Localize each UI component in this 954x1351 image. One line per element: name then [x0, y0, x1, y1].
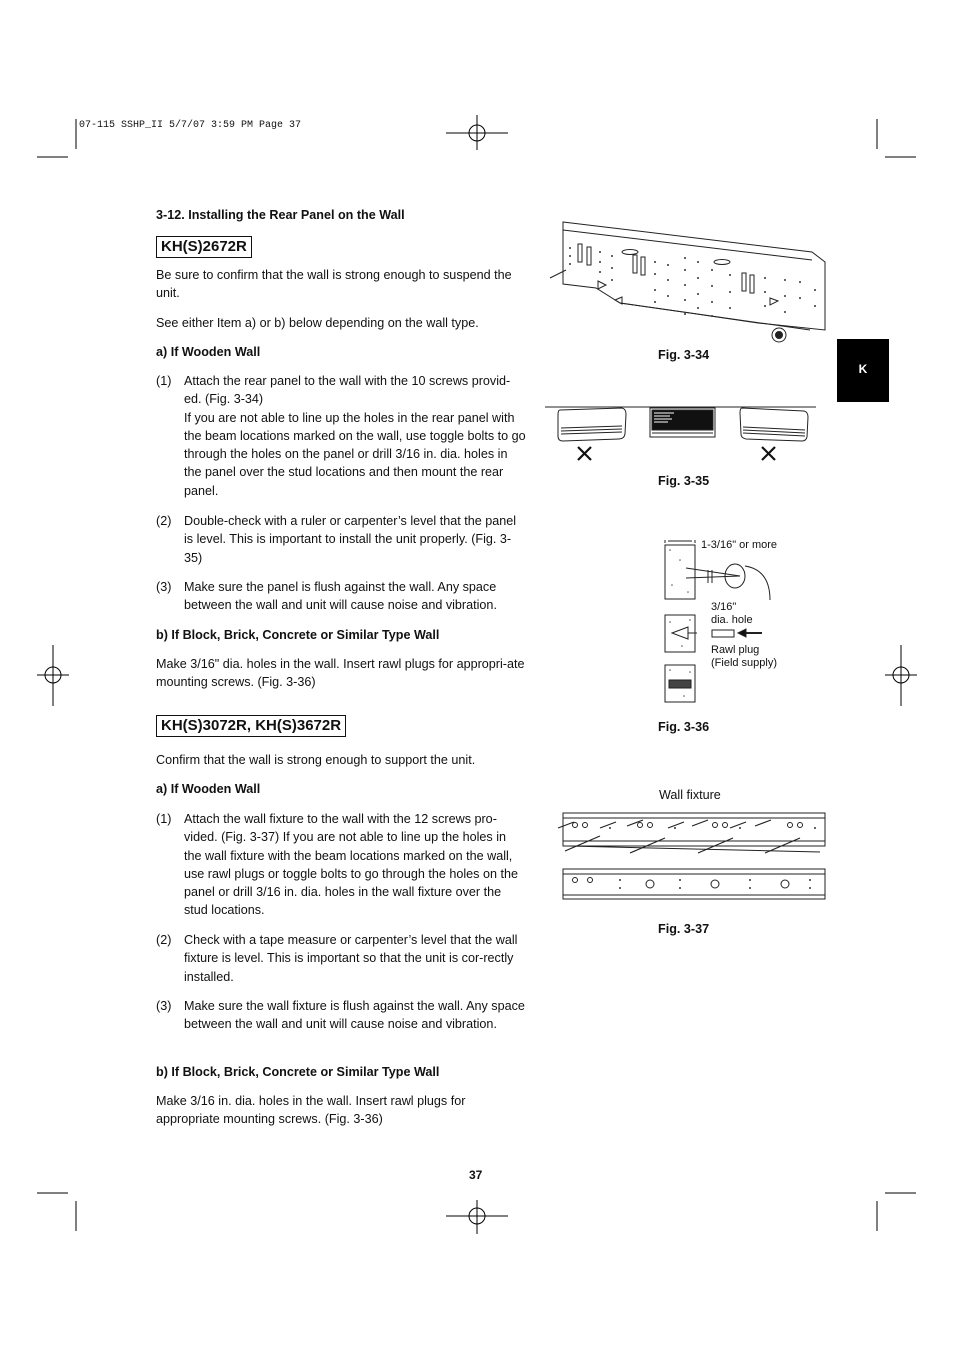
page-number: 37: [469, 1168, 483, 1182]
item-number: (2): [156, 933, 172, 947]
hole-size-label: 3/16": [711, 601, 737, 613]
paragraph-wall-type: See either Item a) or b) below depending on the wall type.: [156, 316, 479, 330]
item-number: (1): [156, 374, 172, 388]
item-text: Double-check with a ruler or carpenter’s level that the panel is level. This is important to install the unit properly. (Fig. 3-35): [184, 514, 517, 565]
section-tab-k: K: [837, 339, 889, 402]
item-text: Attach the rear panel to the wall with the 10 screws provid-ed. (Fig. 3-34): [184, 374, 511, 407]
heading-wooden-wall-1: a) If Wooden Wall: [156, 345, 261, 359]
paragraph-strength: Be sure to confirm that the wall is strong enough to suspend the unit.: [156, 268, 512, 301]
depth-label: 1-3/16" or more: [701, 539, 778, 551]
fig-3-37-caption: Fig. 3-37: [658, 922, 710, 936]
fig-3-36-caption: Fig. 3-36: [658, 720, 710, 734]
hole-dia-label: dia. hole: [711, 614, 753, 626]
item-text: Attach the wall fixture to the wall with the 12 screws pro-vided. (Fig. 3-37) If you are not able to line up the holes in the wall fixture with the beam locations marked on the wall, use rawl plugs or toggle bolts to go through the holes on the panel or drill 3/16 in. dia. holes in the wall fixture over the stud locations.: [184, 812, 518, 918]
paragraph-support: Confirm that the wall is strong enough to support the unit.: [156, 753, 476, 767]
item-text-continued: If you are not able to line up the holes in the rear panel with the beam locations marked on the wall, use toggle bolts to go through the holes on the panel or drill 3/16 in. dia. holes in the panel over the stud locations and then mount the rear panel.: [184, 410, 526, 498]
print-info: 07-115 SSHP_II 5/7/07 3:59 PM Page 37: [79, 120, 302, 131]
section-title: 3-12. Installing the Rear Panel on the Wall: [156, 208, 405, 222]
item-number: (3): [156, 999, 172, 1013]
paragraph-block-wall-2: Make 3/16 in. dia. holes in the wall. Insert rawl plugs for appropriate mounting screws. (Fig. 3-36): [156, 1094, 466, 1127]
heading-block-wall-1: b) If Block, Brick, Concrete or Similar Type Wall: [156, 628, 440, 642]
fig-3-35-caption: Fig. 3-35: [658, 474, 710, 488]
fig-3-34-caption: Fig. 3-34: [658, 348, 710, 362]
item-text: Check with a tape measure or carpenter’s level that the wall fixture is level. This is important so that the unit is cor-rectly installed.: [184, 933, 518, 984]
item-text: Make sure the panel is flush against the wall. Any space between the wall and unit will cause noise and vibration.: [184, 580, 497, 613]
paragraph-block-wall-1: Make 3/16" dia. holes in the wall. Insert rawl plugs for appropri-ate mounting screws. (Fig. 3-36): [156, 657, 525, 690]
model-heading-2: KH(S)3072R, KH(S)3672R: [156, 715, 346, 737]
wall-fixture-label: Wall fixture: [659, 788, 721, 802]
heading-wooden-wall-2: a) If Wooden Wall: [156, 782, 261, 796]
item-number: (3): [156, 580, 172, 594]
heading-block-wall-2: b) If Block, Brick, Concrete or Similar Type Wall: [156, 1065, 440, 1079]
rawl-plug-label: Rawl plug: [711, 644, 760, 656]
field-supply-label: (Field supply): [711, 657, 778, 669]
item-text: Make sure the wall fixture is flush against the wall. Any space between the wall and unit will cause noise and vibration.: [184, 999, 525, 1032]
item-number: (1): [156, 812, 172, 826]
model-heading-1: KH(S)2672R: [156, 236, 252, 258]
item-number: (2): [156, 514, 172, 528]
